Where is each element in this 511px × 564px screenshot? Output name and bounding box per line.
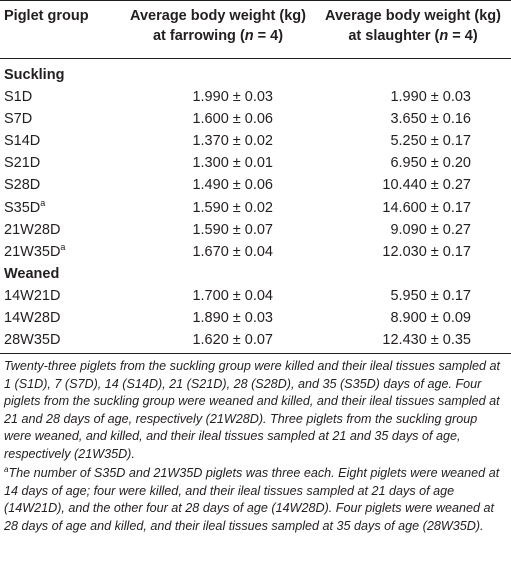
cell-piglet-group — [4, 86, 32, 108]
cell-piglet-group — [4, 329, 60, 351]
cell-piglet-group — [4, 307, 60, 329]
header-group-label: Piglet group — [4, 8, 89, 24]
cell-slaughter-weight: 10.440 ± 0.27 — [382, 177, 471, 194]
cell-slaughter-weight: 9.090 ± 0.27 — [390, 221, 471, 238]
cell-piglet-group — [4, 241, 65, 263]
header-slaughter-line1: Average body weight (kg) — [325, 8, 501, 24]
cell-slaughter-weight: 12.030 ± 0.17 — [382, 243, 471, 260]
table-row — [0, 307, 511, 329]
table-row — [0, 108, 511, 130]
table-body — [0, 64, 511, 351]
header-piglet-group — [4, 6, 89, 26]
group-code: S35D — [4, 199, 41, 216]
header-slaughter-text: at slaughter ( — [348, 28, 440, 44]
header-slaughter-count: = 4) — [448, 28, 478, 44]
cell-farrowing-weight: 1.490 ± 0.06 — [192, 177, 273, 194]
table-row — [0, 197, 511, 219]
table-row — [0, 285, 511, 307]
cell-slaughter-weight: 6.950 ± 0.20 — [390, 155, 471, 172]
cell-slaughter-weight: 5.250 ± 0.17 — [390, 133, 471, 150]
cell-farrowing-weight: 1.370 ± 0.02 — [192, 133, 273, 150]
cell-slaughter-weight: 12.430 ± 0.35 — [382, 332, 471, 349]
table-row — [0, 219, 511, 241]
group-code: 21W28D — [4, 221, 61, 238]
section-header — [0, 64, 511, 86]
section-title: Weaned — [4, 265, 60, 282]
table-row — [0, 86, 511, 108]
bottom-rule — [0, 353, 511, 354]
cell-slaughter-weight: 8.900 ± 0.09 — [390, 310, 471, 327]
footnote-a — [4, 465, 507, 535]
footnote-main: Twenty-three piglets from the suckling group were killed and their ileal tissues sampled at 1 (S1D), 7 (S7D), 14 (S14D), 21 (S21D), 28 (S28D), and 35 (S35D) days of age. Four piglets from the suckling group were weaned and killed, and their ileal tissues sampled at 21 and 28 days of age, respectively (21W28D). Three piglets from the suckling group were weaned, and killed, and their ileal tissues sampled at 21 and 35 days of age, respectively (21W35D). — [4, 359, 501, 461]
group-code: S21D — [4, 155, 41, 172]
cell-farrowing-weight: 1.990 ± 0.03 — [192, 89, 273, 106]
cell-farrowing-weight: 1.700 ± 0.04 — [192, 287, 273, 304]
cell-piglet-group — [4, 285, 60, 307]
cell-piglet-group — [4, 174, 40, 196]
group-code: 14W28D — [4, 310, 61, 327]
header-slaughter-line2 — [318, 26, 508, 46]
section-title: Suckling — [4, 67, 65, 83]
cell-farrowing-weight: 1.590 ± 0.02 — [192, 199, 273, 216]
header-farrowing-count: = 4) — [253, 28, 284, 44]
cell-piglet-group — [4, 130, 40, 152]
cell-farrowing-weight: 1.590 ± 0.07 — [192, 221, 273, 238]
group-code: S7D — [4, 111, 33, 128]
top-rule — [0, 0, 511, 1]
table-row — [0, 174, 511, 196]
cell-piglet-group — [4, 108, 32, 130]
cell-slaughter-weight: 5.950 ± 0.17 — [390, 287, 471, 304]
header-farrowing-weight — [118, 6, 318, 46]
group-code: S1D — [4, 89, 33, 106]
cell-slaughter-weight: 1.990 ± 0.03 — [390, 89, 471, 106]
cell-farrowing-weight: 1.670 ± 0.04 — [192, 243, 273, 260]
header-rule — [0, 58, 511, 59]
group-code: S14D — [4, 133, 41, 150]
header-farrowing-line2 — [118, 26, 318, 46]
cell-farrowing-weight: 1.600 ± 0.06 — [192, 111, 273, 128]
cell-farrowing-weight: 1.890 ± 0.03 — [192, 310, 273, 327]
group-code: 28W35D — [4, 332, 61, 349]
group-code: 21W35D — [4, 243, 61, 260]
cell-piglet-group — [4, 219, 60, 241]
footnote-a-marker: a — [4, 464, 9, 474]
cell-slaughter-weight: 14.600 ± 0.17 — [382, 199, 471, 216]
header-farrowing-line1: Average body weight (kg) — [130, 8, 306, 24]
footnote-marker: a — [60, 241, 66, 252]
table-row — [0, 329, 511, 351]
table-footnotes — [4, 358, 507, 537]
header-farrowing-text: at farrowing ( — [152, 28, 245, 44]
header-farrowing-n: n — [244, 28, 254, 44]
group-code: S28D — [4, 177, 41, 194]
cell-farrowing-weight: 1.300 ± 0.01 — [192, 155, 273, 172]
table-row — [0, 152, 511, 174]
footnote-marker: a — [40, 197, 46, 208]
footnote-a-text: The number of S35D and 21W35D piglets was three each. Eight piglets were weaned at 14 days of age; four were killed, and their ileal tissues sampled at 21 days of age (14W21D), and the other four at 28 days of age (14W28D). Four piglets were weaned at 28 days of age and killed, and their ileal tissues sampled at 35 days of age (28W35D). — [4, 466, 500, 533]
header-slaughter-n: n — [439, 28, 449, 44]
cell-farrowing-weight: 1.620 ± 0.07 — [192, 332, 273, 349]
header-slaughter-weight — [318, 6, 508, 46]
cell-slaughter-weight: 3.650 ± 0.16 — [390, 111, 471, 128]
group-code: 14W21D — [4, 287, 61, 304]
table-row — [0, 130, 511, 152]
table-row — [0, 241, 511, 263]
cell-piglet-group — [4, 152, 40, 174]
cell-piglet-group — [4, 197, 45, 219]
section-header — [0, 263, 511, 285]
